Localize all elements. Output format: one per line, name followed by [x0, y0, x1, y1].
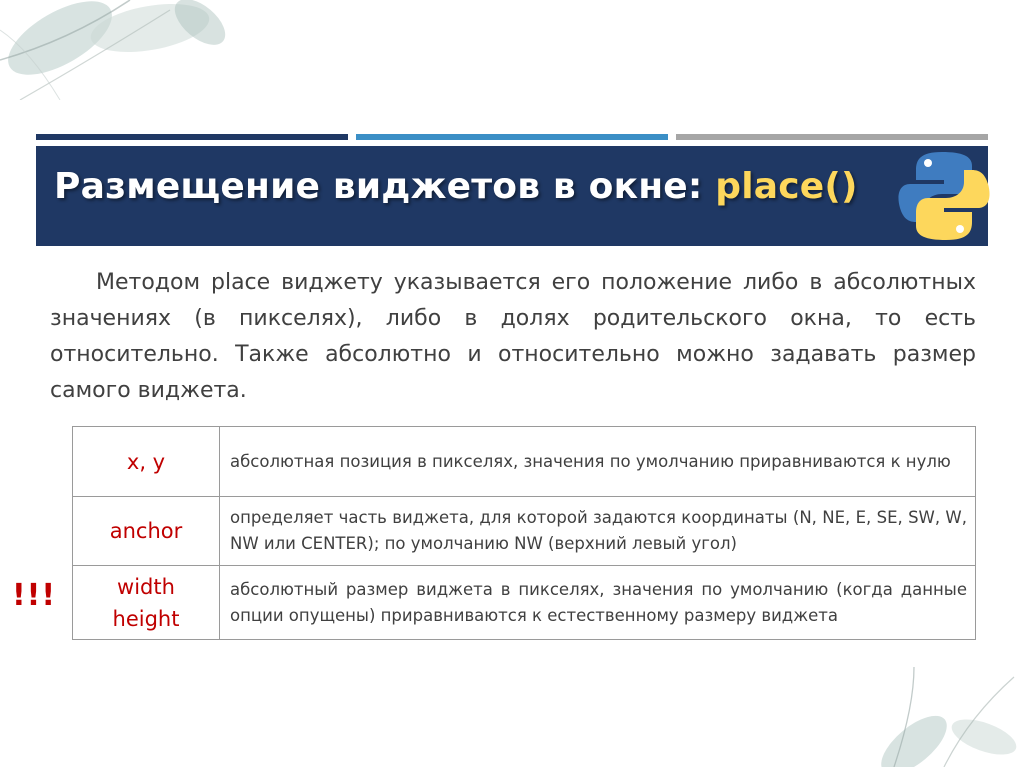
table-row — [73, 497, 976, 566]
intro-paragraph: Методом place виджету указывается его положение либо в абсолютных значениях (в пикселях), либо в долях родительского окна, то есть относительно. Также абсолютно и относительно можно задавать размер самого виджета. — [50, 270, 976, 403]
slide-title — [54, 166, 858, 207]
title-main: Размещение виджетов в окне: — [54, 166, 716, 207]
leaf-decoration-icon — [874, 667, 1024, 767]
divider-navy — [36, 134, 348, 140]
table-row — [73, 427, 976, 497]
title-bar — [36, 146, 988, 246]
option-description: абсолютный размер виджета в пикселях, значения по умолчанию (когда данные опции опущены) приравниваются к естественному размеру виджета — [220, 566, 976, 640]
title-accent: place() — [715, 166, 858, 207]
option-key: anchor — [73, 497, 220, 566]
table-row — [73, 566, 976, 640]
option-key: x, y — [73, 427, 220, 497]
warning-mark: !!! — [12, 578, 57, 613]
python-logo-icon — [898, 148, 990, 244]
leaf-decoration-icon — [0, 0, 260, 100]
option-key: width height — [73, 566, 220, 640]
options-table — [72, 426, 976, 640]
option-description: абсолютная позиция в пикселях, значения по умолчанию приравниваются к нулю — [220, 427, 976, 497]
divider-gray — [676, 134, 988, 140]
option-description: определяет часть виджета, для которой задаются координаты (N, NE, E, SE, SW, W, NW или CENTER); по умолчанию NW (верхний левый угол) — [220, 497, 976, 566]
divider-blue — [356, 134, 668, 140]
